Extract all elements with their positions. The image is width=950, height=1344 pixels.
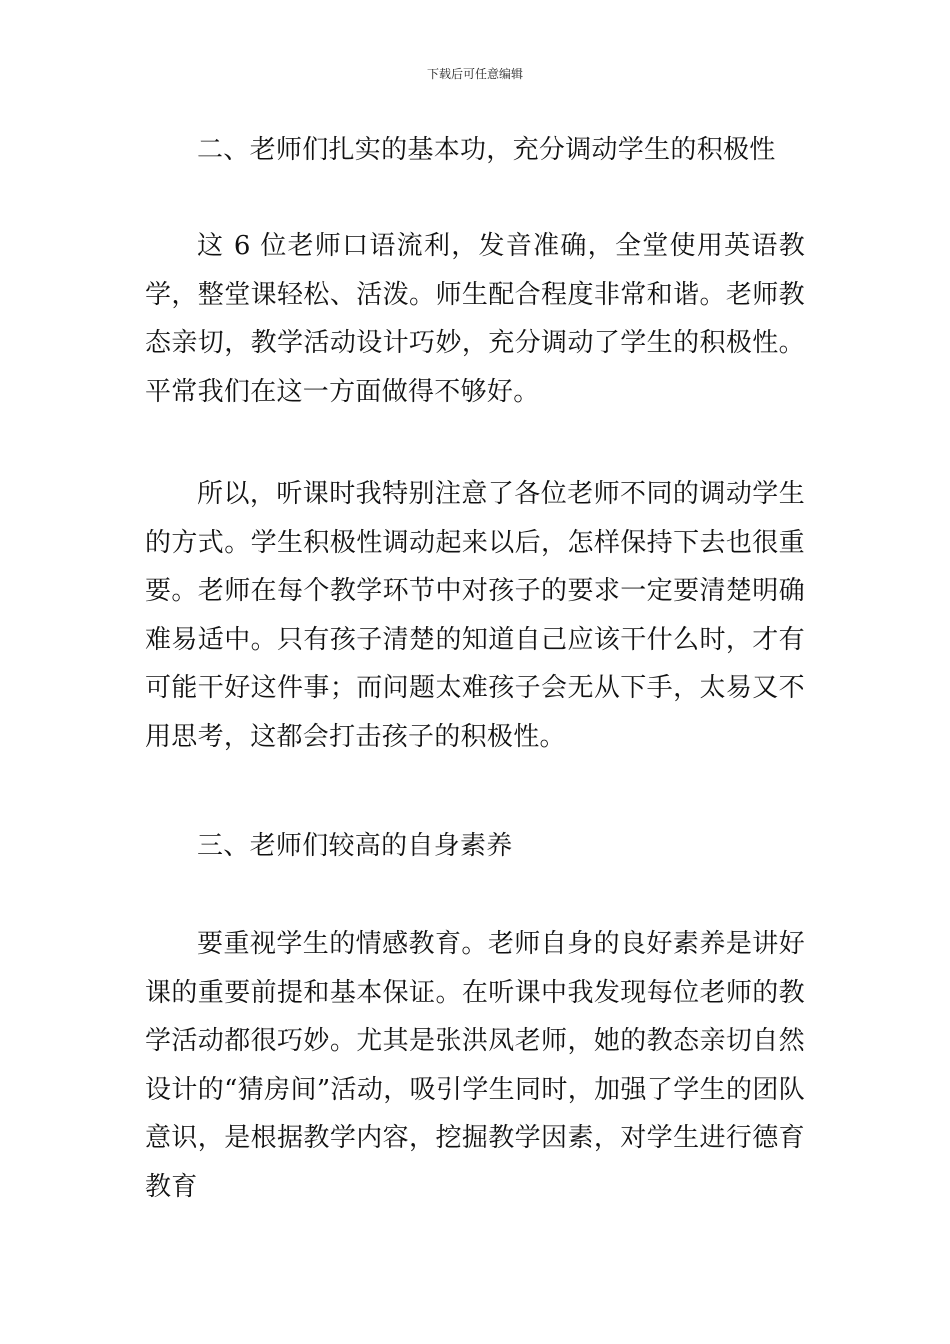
section-heading-3: 三、老师们较高的自身素养 — [197, 831, 513, 861]
paragraph-3: 要重视学生的情感教育。老师自身的良好素养是讲好课的重要前提和基本保证。在听课中我发现每位老师的教学活动都很巧妙。尤其是张洪凤老师，她的教态亲切自然设计的“猜房间”活动，吸引学生同时，加强了学生的团队意识，是根据教学内容，挖掘教学因素，对学生进行德育教育 — [145, 929, 805, 1202]
paragraph-1: 这 6 位老师口语流利，发音准确，全堂使用英语教学，整堂课轻松、活泼。师生配合程度非常和谐。老师教态亲切，教学活动设计巧妙，充分调动了学生的积极性。平常我们在这一方面做得不够好。 — [145, 231, 805, 407]
section-heading-2: 二、老师们扎实的基本功，充分调动学生的积极性 — [197, 135, 776, 165]
header-note: 下载后可任意编辑 — [426, 67, 523, 81]
paragraph-2: 所以，听课时我特别注意了各位老师不同的调动学生的方式。学生积极性调动起来以后，怎样保持下去也很重要。老师在每个教学环节中对孩子的要求一定要清楚明确难易适中。只有孩子清楚的知道自己应该干什么时，才有可能干好这件事；而问题太难孩子会无从下手，太易又不用思考，这都会打击孩子的积极性。 — [145, 479, 805, 752]
